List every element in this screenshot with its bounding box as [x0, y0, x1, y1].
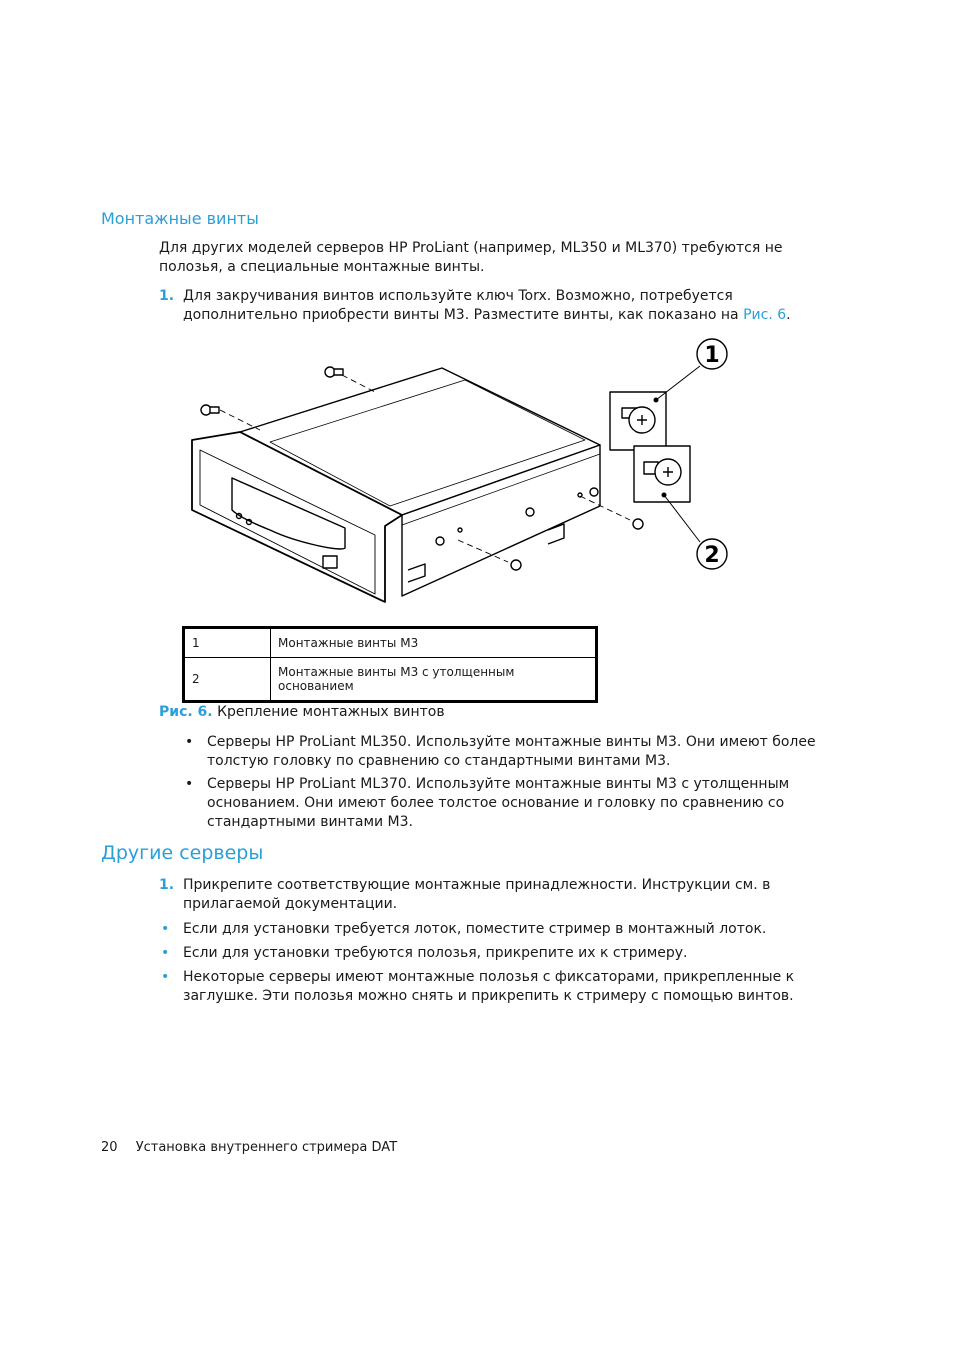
figure-caption-text: Крепление монтажных винтов — [217, 704, 445, 720]
legend-text: Монтажные винты M3 с утолщенным основанием — [271, 658, 597, 702]
step-1-text-after: . — [786, 307, 791, 323]
list-item: Некоторые серверы имеют монтажные полозья с фиксаторами, прикрепленные к заглушке. Эти полозья можно снять и прикрепить к стримеру с помощью винтов. — [183, 969, 795, 1004]
figure-link[interactable]: Рис. 6 — [743, 307, 787, 323]
bullet-dot: • — [161, 969, 170, 985]
legend-num: 1 — [184, 628, 271, 658]
figure-caption — [159, 703, 445, 722]
legend-text: Монтажные винты M3 — [271, 628, 597, 658]
section-title-mounting-screws: Монтажные винты — [101, 209, 259, 228]
legend-num: 2 — [184, 658, 271, 702]
list-item: Серверы HP ProLiant ML370. Используйте монтажные винты M3 с утолщенным основанием. Они имеют более толстое основание и головку по сравнению со стандартными винтами M3. — [207, 776, 790, 830]
list-item: Если для установки требуется лоток, поместите стример в монтажный лоток. — [183, 921, 767, 937]
step-1-text — [183, 287, 843, 325]
table-row — [184, 628, 597, 658]
page-number: 20 — [101, 1140, 118, 1155]
step-1-text: Прикрепите соответствующие монтажные принадлежности. Инструкции см. в прилагаемой документации. — [183, 877, 771, 912]
list-item: Серверы HP ProLiant ML350. Используйте монтажные винты M3. Они имеют более толстую головку по сравнению со стандартными винтами M3. — [207, 734, 816, 769]
intro-paragraph: Для других моделей серверов HP ProLiant (например, ML350 и ML370) требуются не полозья, а специальные монтажные винты. — [159, 240, 783, 275]
tape-drive-illustration — [180, 330, 750, 615]
step-1-text-before: Для закручивания винтов используйте ключ Torx. Возможно, потребуется дополнительно приобрести винты M3. Разместите винты, как показано на — [183, 288, 744, 323]
bullet-dot: • — [185, 776, 194, 792]
figure-legend-table — [182, 626, 598, 703]
screw-top-left-icon — [201, 405, 219, 415]
footer-title: Установка внутреннего стримера DAT — [135, 1140, 398, 1155]
screw-top-center-icon — [325, 367, 343, 377]
screw-side-right-icon — [633, 519, 643, 529]
step-number: 1. — [159, 877, 175, 893]
step-number: 1. — [159, 288, 175, 304]
figure-caption-label: Рис. 6. — [159, 704, 213, 720]
callout-1-label: 1 — [704, 343, 720, 368]
callout-2-label: 2 — [704, 543, 720, 568]
page-footer — [101, 1138, 397, 1157]
list-item: Если для установки требуются полозья, прикрепите их к стримеру. — [183, 945, 688, 961]
bullet-dot: • — [161, 945, 170, 961]
bullet-dot: • — [185, 734, 194, 750]
bullet-dot: • — [161, 921, 170, 937]
section-title-other-servers: Другие серверы — [101, 842, 264, 864]
table-row — [184, 658, 597, 702]
screw-side-left-icon — [511, 560, 521, 570]
